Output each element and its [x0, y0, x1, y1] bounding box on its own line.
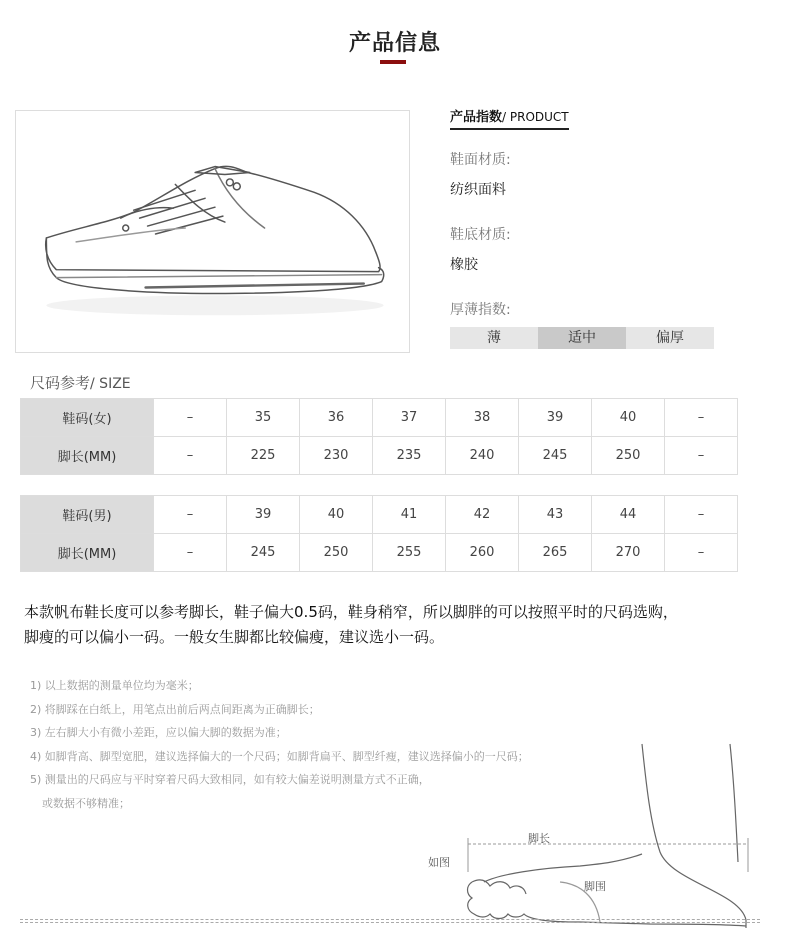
title-underline	[380, 60, 406, 64]
table-cell: 255	[373, 534, 446, 572]
table-cell: 245	[227, 534, 300, 572]
page-title: 产品信息	[348, 31, 441, 56]
size-advice-line: 本款帆布鞋长度可以参考脚长，鞋子偏大0.5码，鞋身稍窄，所以脚胖的可以按照平时的尺码选购，	[24, 603, 678, 621]
tip-item: 2) 将脚踩在白纸上，用笔点出前后两点间距离为正确脚长；	[30, 702, 320, 716]
shoe-image	[15, 110, 410, 353]
thickness-scale	[450, 327, 714, 349]
table-cell: 35	[227, 399, 300, 437]
table-row	[21, 534, 738, 572]
size-title-cn: 尺码参考	[30, 374, 91, 392]
thickness-label: 厚薄指数:	[450, 302, 511, 318]
table-cell: 250	[300, 534, 373, 572]
product-heading-cn: 产品指数	[450, 110, 503, 125]
men-length-header: 脚长(MM)	[21, 534, 154, 572]
product-heading-en: / PRODUCT	[502, 110, 569, 124]
tip-item: 或数据不够精准；	[42, 796, 130, 810]
thickness-option-thick: 偏厚	[626, 327, 714, 349]
table-cell: 39	[519, 399, 592, 437]
tip-item: 5) 测量出的尺码应与平时穿着尺码大致相同，如有较大偏差说明测量方式不正确，	[30, 773, 430, 786]
table-cell: 265	[519, 534, 592, 572]
product-info	[450, 106, 750, 346]
table-row	[21, 399, 738, 437]
table-cell: 240	[446, 437, 519, 475]
figure-label: 如图	[428, 856, 450, 869]
table-cell: –	[154, 399, 227, 437]
thickness-option-medium: 适中	[538, 327, 626, 349]
foot-width-label: 脚围	[584, 880, 606, 893]
table-cell: 40	[300, 496, 373, 534]
foot-length-label: 脚长	[528, 832, 550, 845]
table-cell: 41	[373, 496, 446, 534]
table-cell: 38	[446, 399, 519, 437]
sole-material-label: 鞋底材质:	[450, 227, 511, 243]
table-cell: –	[665, 399, 738, 437]
table-cell: 250	[592, 437, 665, 475]
men-size-header: 鞋码(男)	[21, 496, 154, 534]
table-cell: –	[665, 496, 738, 534]
table-cell: –	[154, 534, 227, 572]
table-row	[21, 437, 738, 475]
women-size-table	[20, 398, 738, 475]
foot-measure-diagram	[420, 742, 765, 932]
table-cell: 44	[592, 496, 665, 534]
footer-divider	[20, 919, 760, 923]
table-cell: –	[665, 534, 738, 572]
table-cell: 42	[446, 496, 519, 534]
table-cell: 40	[592, 399, 665, 437]
tip-item: 4) 如脚背高、脚型宽肥，建议选择偏大的一个尺码；如脚背扁平、脚型纤瘦，建议选择偏小的一尺码；	[30, 749, 529, 763]
table-row	[21, 496, 738, 534]
table-cell: 235	[373, 437, 446, 475]
tip-item: 3) 左右脚大小有微小差距，应以偏大脚的数据为准；	[30, 726, 287, 739]
tip-item: 1) 以上数据的测量单位均为毫米；	[30, 679, 199, 692]
upper-material-label: 鞋面材质:	[450, 152, 511, 168]
size-title-en: / SIZE	[90, 376, 131, 392]
upper-material-value: 纺织面料	[450, 182, 506, 198]
sole-material-value: 橡胶	[450, 257, 478, 273]
size-advice	[24, 600, 774, 650]
table-cell: 260	[446, 534, 519, 572]
men-size-table	[20, 495, 738, 572]
women-length-header: 脚长(MM)	[21, 437, 154, 475]
size-advice-line: 脚瘦的可以偏小一码。一般女生脚都比较偏瘦，建议选小一码。	[24, 628, 445, 646]
product-heading	[450, 106, 569, 130]
sneaker-illustration	[16, 111, 409, 352]
table-cell: 36	[300, 399, 373, 437]
women-size-header: 鞋码(女)	[21, 399, 154, 437]
table-cell: –	[154, 496, 227, 534]
table-cell: –	[665, 437, 738, 475]
table-cell: 39	[227, 496, 300, 534]
table-cell: 225	[227, 437, 300, 475]
table-cell: 270	[592, 534, 665, 572]
table-cell: 37	[373, 399, 446, 437]
table-cell: 43	[519, 496, 592, 534]
size-section-title	[30, 372, 131, 393]
foot-illustration	[420, 742, 765, 932]
table-cell: –	[154, 437, 227, 475]
table-cell: 230	[300, 437, 373, 475]
table-cell: 245	[519, 437, 592, 475]
thickness-option-thin: 薄	[450, 327, 538, 349]
